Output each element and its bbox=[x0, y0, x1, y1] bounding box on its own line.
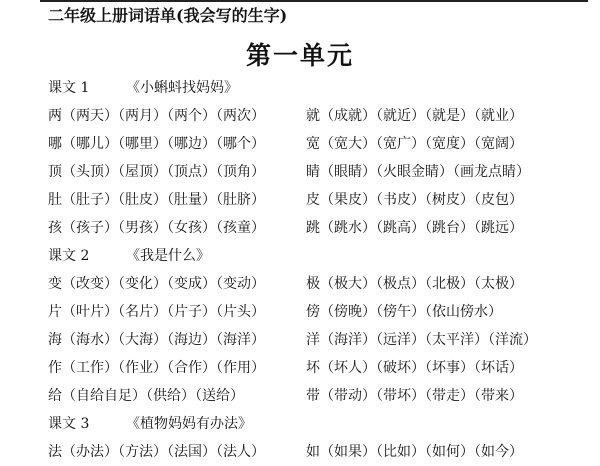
word-entry-left: 法（办法）（方法）（法国）（法人） bbox=[48, 444, 265, 460]
lesson-number: 课文 1 bbox=[48, 80, 90, 96]
word-entry-left: 肚（肚子）（肚皮）（肚量）（肚脐） bbox=[48, 192, 265, 208]
lesson-heading bbox=[48, 74, 588, 102]
word-row bbox=[48, 214, 588, 242]
word-list bbox=[48, 74, 588, 466]
word-entry-right: 洋（海洋）（远洋）（太平洋）（洋流） bbox=[306, 332, 537, 348]
lesson-title: 《植物妈妈有办法》 bbox=[126, 416, 252, 432]
word-entry-left: 作（工作）（作业）（合作）（作用） bbox=[48, 360, 265, 376]
word-entry-right: 如（如果）（比如）（如何）（如今） bbox=[306, 444, 523, 460]
word-entry-left: 两（两天）（两月）（两个）（两次） bbox=[48, 108, 265, 124]
word-entry-left: 给（自给自足）（供给）（送给） bbox=[48, 388, 244, 404]
lesson-heading bbox=[48, 410, 588, 438]
word-entry-right: 皮（果皮）（书皮）（树皮）（皮包） bbox=[306, 192, 523, 208]
word-entry-left: 哪（哪儿）（哪里）（哪边）（哪个） bbox=[48, 136, 265, 152]
top-rule bbox=[40, 0, 588, 2]
word-row bbox=[48, 438, 588, 466]
word-row bbox=[48, 270, 588, 298]
word-row bbox=[48, 354, 588, 382]
lesson-title: 《我是什么》 bbox=[126, 248, 210, 264]
word-entry-right: 跳（跳水）（跳高）（跳台）（跳远） bbox=[306, 220, 523, 236]
document-header: 二年级上册词语单(我会写的生字) bbox=[48, 6, 288, 25]
word-entry-left: 海（海水）（大海）（海边）（海洋） bbox=[48, 332, 265, 348]
lesson-heading bbox=[48, 242, 588, 270]
word-row bbox=[48, 326, 588, 354]
word-row bbox=[48, 130, 588, 158]
word-entry-right: 睛（眼睛）（火眼金睛）（画龙点睛） bbox=[306, 164, 530, 180]
word-entry-left: 顶（头顶）（屋顶）（顶点）（顶角） bbox=[48, 164, 265, 180]
lesson-title: 《小蝌蚪找妈妈》 bbox=[126, 80, 238, 96]
word-row bbox=[48, 298, 588, 326]
word-row bbox=[48, 382, 588, 410]
word-entry-left: 孩（孩子）（男孩）（女孩）（孩童） bbox=[48, 220, 265, 236]
word-entry-left: 片（叶片）（名片）（片子）（片头） bbox=[48, 304, 265, 320]
word-row bbox=[48, 186, 588, 214]
word-entry-left: 变（改变）（变化）（变成）（变动） bbox=[48, 276, 265, 292]
word-row bbox=[48, 158, 588, 186]
word-entry-right: 坏（坏人）（破坏）（坏事）（坏话） bbox=[306, 360, 523, 376]
lesson-number: 课文 2 bbox=[48, 248, 90, 264]
word-row bbox=[48, 102, 588, 130]
lesson-number: 课文 3 bbox=[48, 416, 90, 432]
word-entry-right: 傍（傍晚）（傍午）（依山傍水） bbox=[306, 304, 502, 320]
unit-title: 第一单元 bbox=[245, 41, 354, 70]
word-entry-right: 带（带动）（带坏）（带走）（带来） bbox=[306, 388, 523, 404]
word-entry-right: 极（极大）（极点）（北极）（太极） bbox=[306, 276, 523, 292]
word-entry-right: 就（成就）（就近）（就是）（就业） bbox=[306, 108, 523, 124]
word-entry-right: 宽（宽大）（宽广）（宽度）（宽阔） bbox=[306, 136, 523, 152]
